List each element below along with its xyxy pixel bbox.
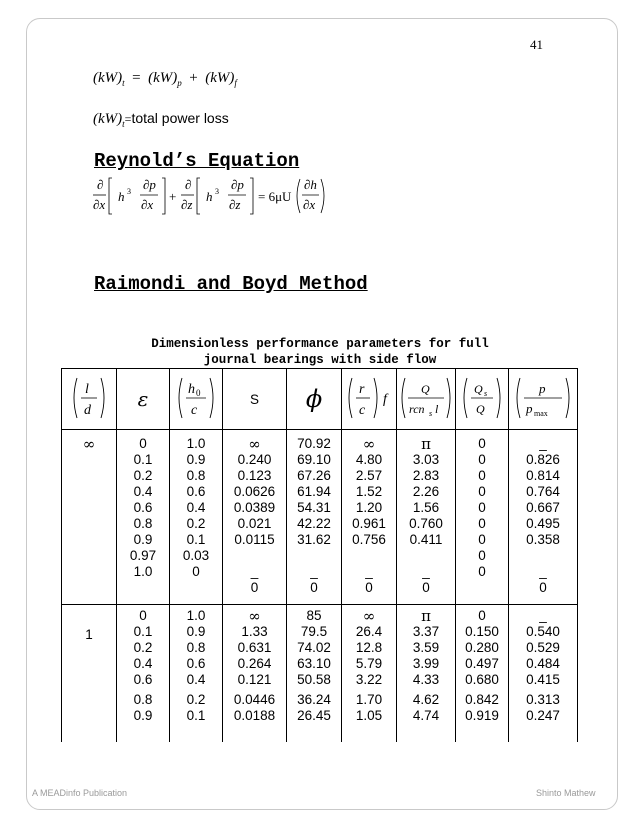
svg-text:∂p: ∂p [143, 177, 156, 192]
table-cell: 0.961 [352, 516, 386, 531]
col-flow [397, 430, 456, 605]
header-S: S [223, 369, 287, 430]
table-cell: 0.756 [352, 532, 386, 547]
col-pressure-ratio [509, 430, 578, 605]
performance-table [61, 368, 578, 742]
table-cell: 0.842 [465, 692, 499, 707]
table-cell: 1.05 [355, 708, 383, 723]
table-cell: 0 [365, 580, 373, 595]
table-cell: 0.1 [186, 532, 206, 547]
table-cell: 54.31 [297, 500, 331, 515]
header-flow-variable [397, 369, 456, 430]
table-cell: 0 [139, 436, 147, 451]
svg-text:p: p [526, 400, 533, 416]
table-cell: 63.10 [297, 656, 331, 671]
page-number: 41 [530, 37, 543, 52]
table-cell: 0.631 [237, 640, 272, 655]
table-cell: 0 [310, 580, 318, 595]
table-cell: 70.92 [297, 436, 331, 451]
header-flow-ratio [456, 369, 509, 430]
table-cell: 3.03 [412, 452, 440, 467]
svg-text:∂h: ∂h [304, 177, 317, 192]
table-cell: 0.6 [186, 656, 206, 671]
svg-text:∂x: ∂x [303, 197, 316, 212]
col-S [223, 430, 287, 605]
svg-text:c: c [359, 402, 366, 418]
table-cell: 3.37 [412, 624, 440, 639]
table-cell: 0 [139, 608, 147, 623]
table-cell: 0 [478, 436, 486, 451]
table-header-row [62, 369, 578, 430]
table-cell: 0.2 [133, 468, 153, 483]
svg-text:0: 0 [196, 387, 201, 398]
table-cell: 2.57 [355, 468, 383, 483]
header-pressure-ratio [509, 369, 578, 430]
header-phi: ϕ [287, 369, 342, 430]
table-group-one [62, 605, 578, 743]
table-cell: 0.497 [465, 656, 499, 671]
table-cell: 0 [478, 548, 486, 563]
equation-total-power: $(kW)_t = (kW)_p + (kW)_f$ [93, 70, 237, 88]
table-cell: 0.9 [133, 532, 153, 547]
table-cell: 2.26 [412, 484, 440, 499]
table-cell: 0.667 [526, 500, 560, 515]
table-cell: 1.20 [355, 500, 383, 515]
table-cell: 0.4 [133, 484, 153, 499]
table-cell: 0.1 [133, 452, 153, 467]
table-cell: 0.814 [526, 468, 560, 483]
svg-text:l: l [435, 401, 439, 416]
table-cell: 0.4 [133, 656, 153, 671]
table-cell: 0.680 [465, 672, 499, 687]
table-cell: 50.58 [297, 672, 331, 687]
table-cell: 1.70 [355, 692, 383, 707]
svg-text:∂x: ∂x [141, 197, 154, 212]
table-cell: 0.4 [186, 672, 206, 687]
svg-text:Q: Q [474, 381, 483, 396]
col-S [223, 605, 287, 743]
col-flow [397, 605, 456, 743]
table-cell: 0.150 [465, 624, 499, 639]
footer-publisher: A MEADinfo Publication [32, 788, 128, 798]
svg-text:Q: Q [476, 401, 485, 416]
table-cell: 0.826 [526, 452, 560, 467]
table-cell: 0.540 [526, 624, 560, 639]
svg-text:3: 3 [215, 187, 219, 196]
table-cell [509, 548, 577, 564]
table-cell: ∞ [362, 435, 376, 453]
table-cell: 0.8 [133, 692, 153, 707]
table-cell: 0.021 [237, 516, 272, 531]
svg-text:h: h [206, 189, 213, 204]
header-l-d [62, 369, 117, 430]
table-cell: 5.79 [355, 656, 383, 671]
col-friction [342, 430, 397, 605]
header-epsilon: ε [117, 369, 170, 430]
svg-text:Q: Q [421, 381, 430, 396]
table-cell: 0.264 [237, 656, 272, 671]
table-cell: 0.358 [526, 532, 560, 547]
table-cell [397, 548, 455, 564]
table-cell: ∞ [248, 435, 261, 453]
table-cell: 0.2 [186, 692, 206, 707]
table-cell: _ [365, 564, 373, 579]
svg-text:r: r [359, 381, 365, 397]
col-phi [287, 430, 342, 605]
table-cell: 4.62 [412, 692, 440, 707]
table-cell: 0 [478, 564, 486, 579]
table-cell: 67.26 [297, 468, 331, 483]
col-pressure-ratio [509, 605, 578, 743]
table-cell: 0.1 [133, 624, 153, 639]
svg-text:rcn: rcn [409, 401, 425, 416]
col-friction [342, 605, 397, 743]
table-cell: 0 [478, 468, 486, 483]
table-cell: 0 [478, 608, 486, 623]
header-r-c-f [342, 369, 397, 430]
table-cell: π [421, 607, 431, 625]
table-cell: 0.6 [133, 672, 153, 687]
table-cell: 0 [539, 580, 547, 595]
heading-reynolds-equation: Reynold’s Equation [94, 150, 300, 172]
table-cell: 0.1 [186, 708, 206, 723]
table-cell: 0.97 [129, 548, 157, 563]
table-cell: 0.919 [465, 708, 499, 723]
table-cell: 0.8 [133, 516, 153, 531]
table-cell: 1.0 [186, 608, 206, 623]
table-cell: 0.121 [237, 672, 272, 687]
table-cell: 0.6 [133, 500, 153, 515]
svg-text:s: s [484, 388, 488, 398]
svg-text:∂: ∂ [185, 177, 192, 192]
svg-text:d: d [84, 402, 91, 418]
reynolds-equation-formula [90, 174, 330, 218]
table-cell: 0.9 [186, 624, 206, 639]
table-cell [342, 548, 396, 564]
table-cell: 0.415 [526, 672, 560, 687]
table-cell: 31.62 [297, 532, 331, 547]
col-phi [287, 605, 342, 743]
table-cell: 0.484 [526, 656, 560, 671]
table-cell: 0.760 [409, 516, 443, 531]
table-cell: 0.8 [186, 468, 206, 483]
table-cell: 3.22 [355, 672, 383, 687]
svg-text:3: 3 [127, 187, 131, 196]
table-cell: 0.9 [186, 452, 206, 467]
table-cell: 1.33 [241, 624, 268, 639]
table-cell: 0.03 [182, 548, 210, 563]
table-cell [287, 548, 341, 564]
table-cell: 0.8 [186, 640, 206, 655]
table-cell: _ [539, 608, 547, 623]
table-cell: 0 [192, 564, 200, 579]
table-cell [223, 548, 286, 564]
table-cell: _ [310, 564, 318, 579]
table-cell: 0.247 [526, 708, 560, 723]
table-cell: _ [539, 436, 547, 451]
svg-text:p: p [539, 380, 546, 396]
col-epsilon [117, 430, 170, 605]
table-cell: 0.529 [526, 640, 560, 655]
svg-text:∂: ∂ [97, 177, 104, 192]
svg-text:l: l [85, 381, 89, 397]
svg-text:h: h [188, 381, 195, 397]
table-cell: 1.56 [412, 500, 440, 515]
table-cell: ∞ [362, 607, 376, 625]
table-cell: 0 [478, 516, 486, 531]
table-cell: 26.4 [355, 624, 383, 639]
table-cell: 0.0188 [233, 708, 276, 723]
table-cell: 42.22 [297, 516, 331, 531]
table-cell: 3.59 [412, 640, 440, 655]
table-cell: 0.495 [526, 516, 560, 531]
group-l-d-value: 1 [62, 605, 117, 743]
table-group-infinite [62, 430, 578, 605]
table-cell: 0 [478, 452, 486, 467]
table-cell: 26.45 [297, 708, 331, 723]
table-cell: 0.280 [465, 640, 499, 655]
table-cell: 0.2 [186, 516, 206, 531]
table-cell: 4.33 [412, 672, 440, 687]
table-cell: 1.0 [186, 436, 206, 451]
col-h0-c [170, 430, 223, 605]
heading-raimondi-boyd: Raimondi and Boyd Method [94, 273, 368, 295]
table-cell: 4.80 [355, 452, 383, 467]
col-h0-c [170, 605, 223, 743]
table-cell: 0.4 [186, 500, 206, 515]
table-cell: 0 [478, 500, 486, 515]
table-cell: 2.83 [412, 468, 440, 483]
table-cell: 0 [422, 580, 430, 595]
svg-text:f: f [383, 391, 387, 407]
svg-text:∂x: ∂x [93, 197, 106, 212]
table-cell: 0.2 [133, 640, 153, 655]
table-cell: π [421, 435, 431, 453]
col-epsilon [117, 605, 170, 743]
svg-text:= 6μU: = 6μU [258, 189, 292, 204]
svg-text:s: s [429, 408, 433, 418]
svg-text:+: + [169, 189, 177, 204]
table-cell: 36.24 [297, 692, 331, 707]
svg-text:c: c [191, 402, 198, 418]
table-cell: 0 [250, 580, 259, 595]
table-cell: 0 [478, 484, 486, 499]
table-cell: 0.240 [237, 452, 272, 467]
table-cell: 79.5 [300, 624, 328, 639]
col-flow-ratio [456, 430, 509, 605]
table-cell: 0.411 [409, 532, 443, 547]
table-cell: 1.0 [133, 564, 153, 579]
table-cell: 0.6 [186, 484, 206, 499]
table-cell: _ [422, 564, 430, 579]
svg-text:h: h [118, 189, 125, 204]
footer-author: Shinto Mathew [536, 788, 596, 798]
table-cell: 0.9 [133, 708, 153, 723]
group-l-d-value: ∞ [62, 430, 117, 605]
table-caption: Dimensionless performance parameters for full journal bearings with side flow [151, 337, 489, 367]
col-flow-ratio [456, 605, 509, 743]
table-cell: 12.8 [355, 640, 383, 655]
table-cell: 69.10 [297, 452, 331, 467]
table-cell: 0.0389 [233, 500, 276, 515]
table-cell: 61.94 [297, 484, 331, 499]
table-cell: 0.0446 [233, 692, 276, 707]
table-cell: _ [250, 564, 259, 579]
table-cell: 0.313 [526, 692, 560, 707]
equation-total-power-definition: $(kW)_t=total$ power loss [93, 110, 229, 129]
svg-text:max: max [534, 408, 548, 418]
svg-text:∂z: ∂z [229, 197, 241, 212]
table-cell: 1.52 [355, 484, 383, 499]
svg-text:∂z: ∂z [181, 197, 193, 212]
table-cell: 0.123 [237, 468, 272, 483]
table-cell: 0.0626 [233, 484, 276, 499]
table-cell: _ [539, 564, 547, 579]
table-cell: 0.0115 [234, 532, 275, 547]
table-cell: ∞ [248, 607, 261, 625]
table-cell: 0 [478, 532, 486, 547]
table-cell: 3.99 [412, 656, 440, 671]
svg-text:∂p: ∂p [231, 177, 244, 192]
table-cell: 74.02 [297, 640, 331, 655]
header-h0-c [170, 369, 223, 430]
table-cell: 4.74 [412, 708, 440, 723]
table-cell: 85 [306, 608, 322, 623]
table-cell: 0.764 [526, 484, 560, 499]
